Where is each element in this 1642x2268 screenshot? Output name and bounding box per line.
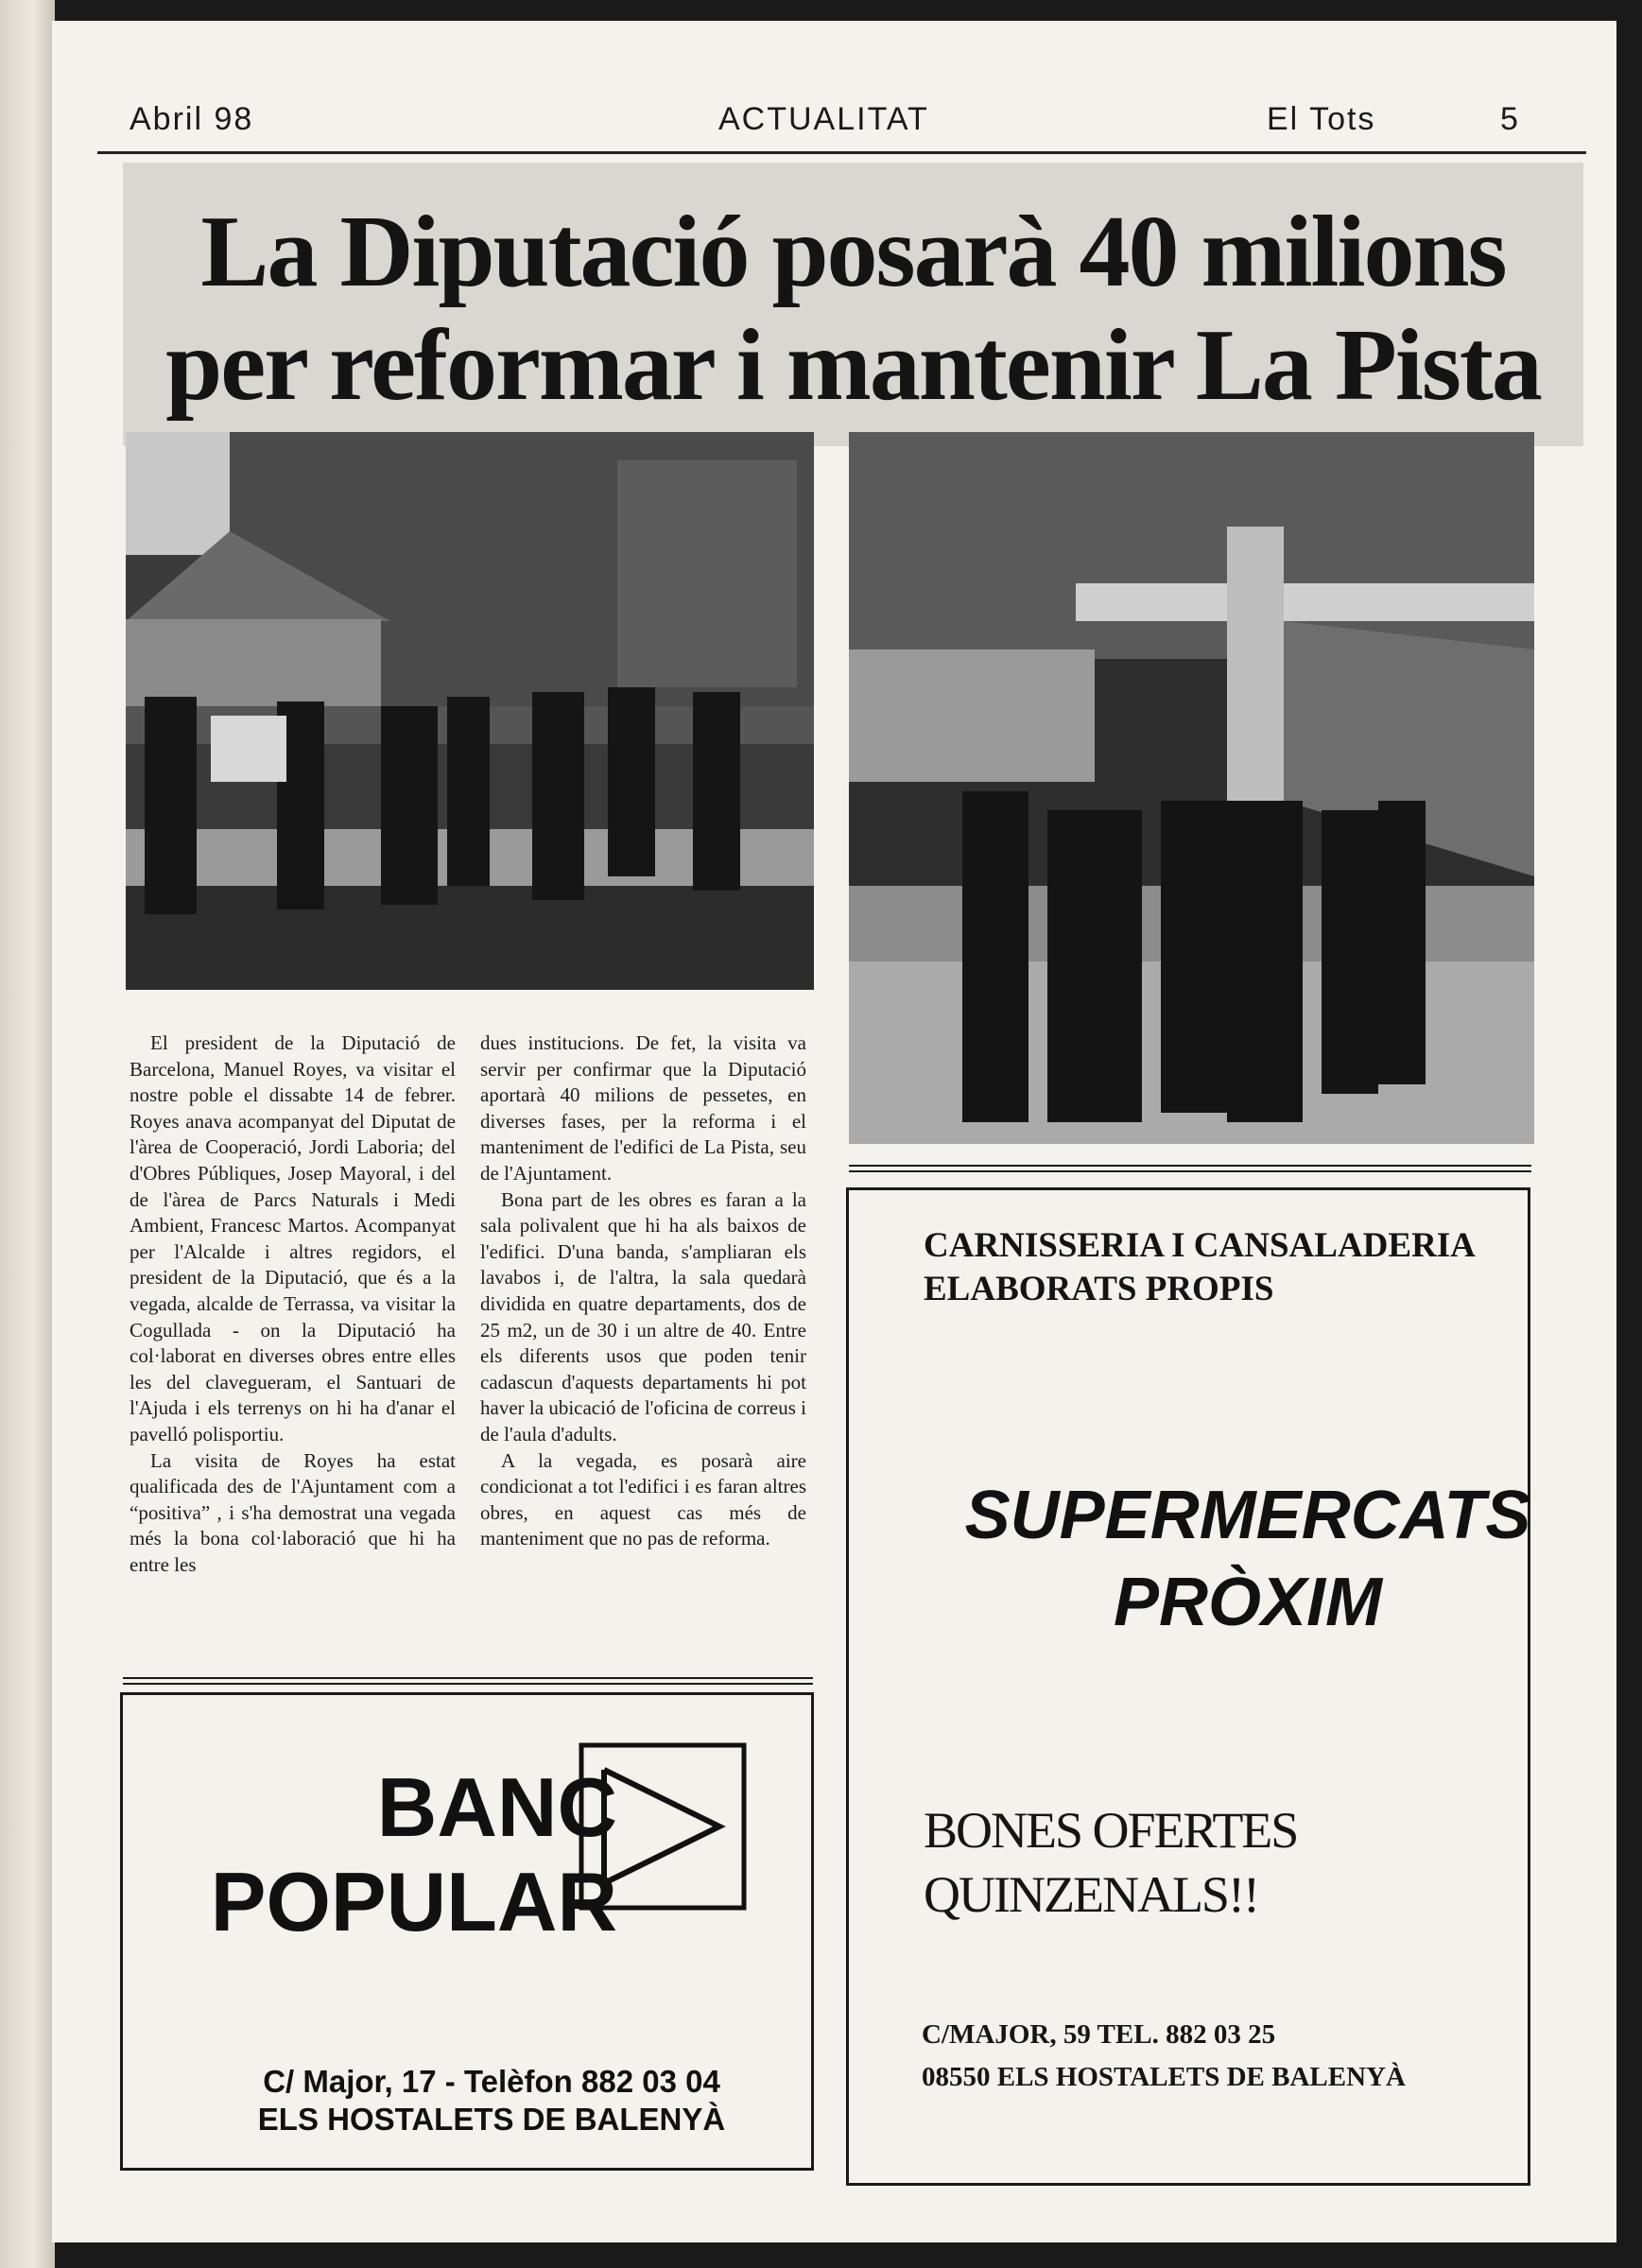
page-number: 5 [1500, 101, 1520, 137]
supermercats-address [922, 2014, 1574, 2099]
publication-name: El Tots [1267, 101, 1376, 137]
article-column-2 [480, 1030, 806, 1552]
article-paragraph: A la vegada, es posarà aire condicionat a tot l'edifici i es faran altres obres, en aquest cas més de manteniment que no pas de reforma. [480, 1448, 806, 1550]
banc-name-line-1: BANC [376, 1760, 617, 1854]
banc-divider-bottom [123, 1683, 813, 1685]
article-paragraph: Bona part de les obres es faran a la sala polivalent que hi ha als baixos de l'edifici. D'una banda, s'ampliaran els lavabos i, de l'altra, la sala quedarà dividida en quatre departaments, dos de 25 m2, un de 30 i un altre de 40. Entre els diferents usos que poden tenir cadascun d'aquests departaments hi pot haver la ubicació de l'oficina de correus i de l'aula d'adults. [480, 1187, 806, 1446]
offers-text [924, 1798, 1576, 1927]
banc-address-line-1: C/ Major, 17 - Telèfon 882 03 04 [263, 2064, 720, 2099]
supermercats-brand [922, 1472, 1574, 1646]
binding-spine [0, 0, 55, 2268]
supermercats-address-line-1: C/MAJOR, 59 TEL. 882 03 25 [922, 2019, 1276, 2050]
newspaper-page [52, 21, 1616, 2242]
offers-line-2: QUINZENALS!! [924, 1866, 1258, 1923]
supermercats-brand-line-1: SUPERMERCATS [964, 1478, 1531, 1553]
photo-la-pista-building [849, 432, 1534, 1144]
carnisseria-heading-line-1: CARNISSERIA I CANSALADERIA [924, 1226, 1476, 1265]
supermercats-brand-line-2: PRÒXIM [1113, 1565, 1383, 1640]
banc-popular-name [192, 1760, 617, 1949]
article-paragraph: El president de la Diputació de Barcelona, Manuel Royes, va visitar el nostre poble el dissabte 14 de febrer. Royes anava acompanyat del Diputat de l'àrea de Cooperació, Jordi Laboria; del d'Obres Públiques, Josep Mayoral, i del de l'àrea de Parcs Naturals i Medi Ambient, Francesc Martos. Acompanyat per l'Alcalde i altres regidors, el president de la Diputació, que és a la vegada, alcalde de Terrassa, va visitar la Cogullada - on la Diputació ha col·laborat en diverses obres entre elles les del clavegueram, el Santuari de l'Ajuda i els terrenys on hi ha d'anar el pavelló polisportiu. [130, 1031, 456, 1446]
ad-divider-bottom [849, 1170, 1531, 1172]
headline-line-2: per reformar i mantenir La Pista [165, 309, 1541, 422]
article-paragraph: La visita de Royes ha estat qualificada des de l'Ajuntament com a “positiva” , i s'ha demostrat una vegada més la bona col·laboració que hi ha entre les [130, 1448, 456, 1576]
banc-popular-logo-icon [578, 1741, 748, 1912]
banc-address-line-2: ELS HOSTALETS DE BALENYÀ [257, 2102, 726, 2137]
article-column-1 [130, 1030, 456, 1578]
banc-name-line-2: POPULAR [210, 1855, 617, 1948]
headline [123, 163, 1583, 423]
carnisseria-heading [924, 1224, 1576, 1311]
header-rule [97, 151, 1586, 154]
issue-date: Abril 98 [130, 101, 254, 137]
headline-block [123, 163, 1583, 446]
carnisseria-heading-line-2: ELABORATS PROPIS [924, 1270, 1274, 1308]
ad-divider-top [849, 1165, 1531, 1167]
photo-visitors-square [126, 432, 814, 990]
banc-divider-top [123, 1677, 813, 1679]
section-title: ACTUALITAT [718, 101, 929, 137]
supermercats-address-line-2: 08550 ELS HOSTALETS DE BALENYÀ [922, 2062, 1406, 2092]
banc-popular-address [194, 2063, 789, 2138]
headline-line-1: La Diputació posarà 40 milions [200, 196, 1506, 308]
offers-line-1: BONES OFERTES [924, 1802, 1298, 1859]
article-paragraph: dues institucions. De fet, la visita va servir per confirmar que la Diputació aportarà 40 milions de pessetes, en diverses fases, per la reforma i el manteniment de l'edifici de La Pista, seu de l'Ajuntament. [480, 1031, 806, 1185]
